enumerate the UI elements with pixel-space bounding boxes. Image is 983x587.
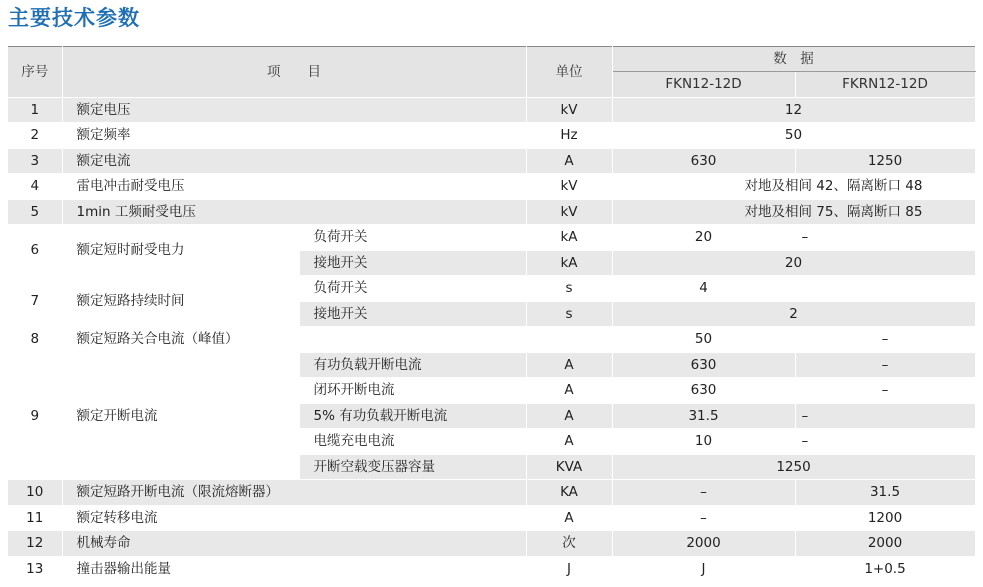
row-value-b: – — [795, 403, 975, 429]
row-unit: KVA — [526, 454, 612, 480]
row-value-a: 630 — [612, 378, 795, 404]
header-model-b: FKRN12-12D — [795, 72, 975, 98]
row-value-a: 630 — [612, 148, 795, 174]
row-value: 2 — [612, 301, 975, 327]
row-number: 13 — [8, 556, 62, 582]
row-item: 雷电冲击耐受电压 — [62, 174, 526, 200]
row-unit: 次 — [526, 531, 612, 557]
table-row — [8, 480, 975, 506]
row-number: 10 — [8, 480, 62, 506]
row-value: 1250 — [612, 454, 975, 480]
row-value-b: 1200 — [795, 505, 975, 531]
row-value-a: 630 — [612, 352, 795, 378]
page-title: 主要技术参数 — [8, 6, 140, 30]
header-item: 项 目 — [62, 47, 526, 98]
table-row — [8, 97, 975, 123]
row-subitem: 负荷开关 — [299, 225, 526, 251]
row-value-a: 50 — [612, 327, 795, 353]
header-unit: 单位 — [526, 47, 612, 98]
row-number: 8 — [8, 327, 62, 353]
row-unit: KA — [526, 480, 612, 506]
row-unit — [526, 327, 612, 353]
table-row — [8, 327, 975, 353]
row-item: 机械寿命 — [62, 531, 526, 557]
row-unit: kA — [526, 225, 612, 251]
row-subitem: 有功负载开断电流 — [299, 352, 526, 378]
row-value-a: J — [612, 556, 795, 582]
row-item: 额定短路开断电流（限流熔断器） — [62, 480, 526, 506]
row-subitem: 接地开关 — [299, 301, 526, 327]
row-subitem: 负荷开关 — [299, 276, 526, 302]
row-value-a: 31.5 — [612, 403, 795, 429]
row-item: 额定短路持续时间 — [62, 276, 299, 327]
row-number: 12 — [8, 531, 62, 557]
table-row — [8, 531, 975, 557]
table-row — [8, 225, 975, 251]
row-item: 额定短时耐受电力 — [62, 225, 299, 276]
row-unit: J — [526, 556, 612, 582]
row-unit: kA — [526, 250, 612, 276]
row-number: 4 — [8, 174, 62, 200]
row-item: 额定电流 — [62, 148, 526, 174]
table-row — [8, 352, 975, 378]
table-row — [8, 556, 975, 582]
header-seq: 序号 — [8, 47, 62, 98]
row-value: 20 — [612, 250, 975, 276]
row-number: 6 — [8, 225, 62, 276]
row-unit: A — [526, 505, 612, 531]
row-unit: A — [526, 429, 612, 455]
row-number: 5 — [8, 199, 62, 225]
row-unit: Hz — [526, 123, 612, 149]
row-subitem: 5% 有功负载开断电流 — [299, 403, 526, 429]
row-unit: kV — [526, 174, 612, 200]
row-value-b: – — [795, 225, 975, 251]
row-unit: A — [526, 148, 612, 174]
row-subitem: 闭环开断电流 — [299, 378, 526, 404]
row-unit: kV — [526, 199, 612, 225]
row-item: 额定电压 — [62, 97, 526, 123]
row-item: 额定短路关合电流（峰值） — [62, 327, 526, 353]
row-unit: kV — [526, 97, 612, 123]
row-number: 1 — [8, 97, 62, 123]
row-subitem: 开断空载变压器容量 — [299, 454, 526, 480]
row-unit: s — [526, 276, 612, 302]
row-value-b: 1250 — [795, 148, 975, 174]
row-number: 11 — [8, 505, 62, 531]
row-item: 额定转移电流 — [62, 505, 526, 531]
row-subitem: 电缆充电电流 — [299, 429, 526, 455]
row-unit: A — [526, 352, 612, 378]
row-value-b: – — [795, 378, 975, 404]
table-row — [8, 123, 975, 149]
row-value-b: – — [795, 429, 975, 455]
row-item: 额定频率 — [62, 123, 526, 149]
row-number: 3 — [8, 148, 62, 174]
spec-table — [8, 46, 976, 582]
row-number: 9 — [8, 352, 62, 480]
row-value-b: – — [795, 352, 975, 378]
table-row — [8, 505, 975, 531]
row-value-b: 1+0.5 — [795, 556, 975, 582]
row-value-b: 31.5 — [795, 480, 975, 506]
table-header-row — [8, 47, 975, 72]
table-row — [8, 276, 975, 302]
row-value: 50 — [612, 123, 975, 149]
row-value-b: – — [795, 327, 975, 353]
row-value: 对地及相间 42、隔离断口 48 — [612, 174, 975, 200]
row-value-a: 4 — [612, 276, 795, 302]
row-value: 12 — [612, 97, 975, 123]
row-unit: A — [526, 403, 612, 429]
row-number: 7 — [8, 276, 62, 327]
row-unit: A — [526, 378, 612, 404]
header-model-a: FKN12-12D — [612, 72, 795, 98]
row-value-b: 2000 — [795, 531, 975, 557]
row-value-a: 10 — [612, 429, 795, 455]
row-value-a: 2000 — [612, 531, 795, 557]
row-item: 撞击器输出能量 — [62, 556, 526, 582]
row-item: 额定开断电流 — [62, 352, 299, 480]
row-value-a: 20 — [612, 225, 795, 251]
row-value: 对地及相间 75、隔离断口 85 — [612, 199, 975, 225]
row-value-b-empty — [795, 276, 975, 302]
row-unit: s — [526, 301, 612, 327]
header-data: 数 据 — [612, 47, 975, 72]
row-number: 2 — [8, 123, 62, 149]
row-item: 1min 工频耐受电压 — [62, 199, 526, 225]
row-value-a: – — [612, 480, 795, 506]
table-row — [8, 199, 975, 225]
row-value-a: – — [612, 505, 795, 531]
row-subitem: 接地开关 — [299, 250, 526, 276]
table-row — [8, 174, 975, 200]
table-row — [8, 148, 975, 174]
